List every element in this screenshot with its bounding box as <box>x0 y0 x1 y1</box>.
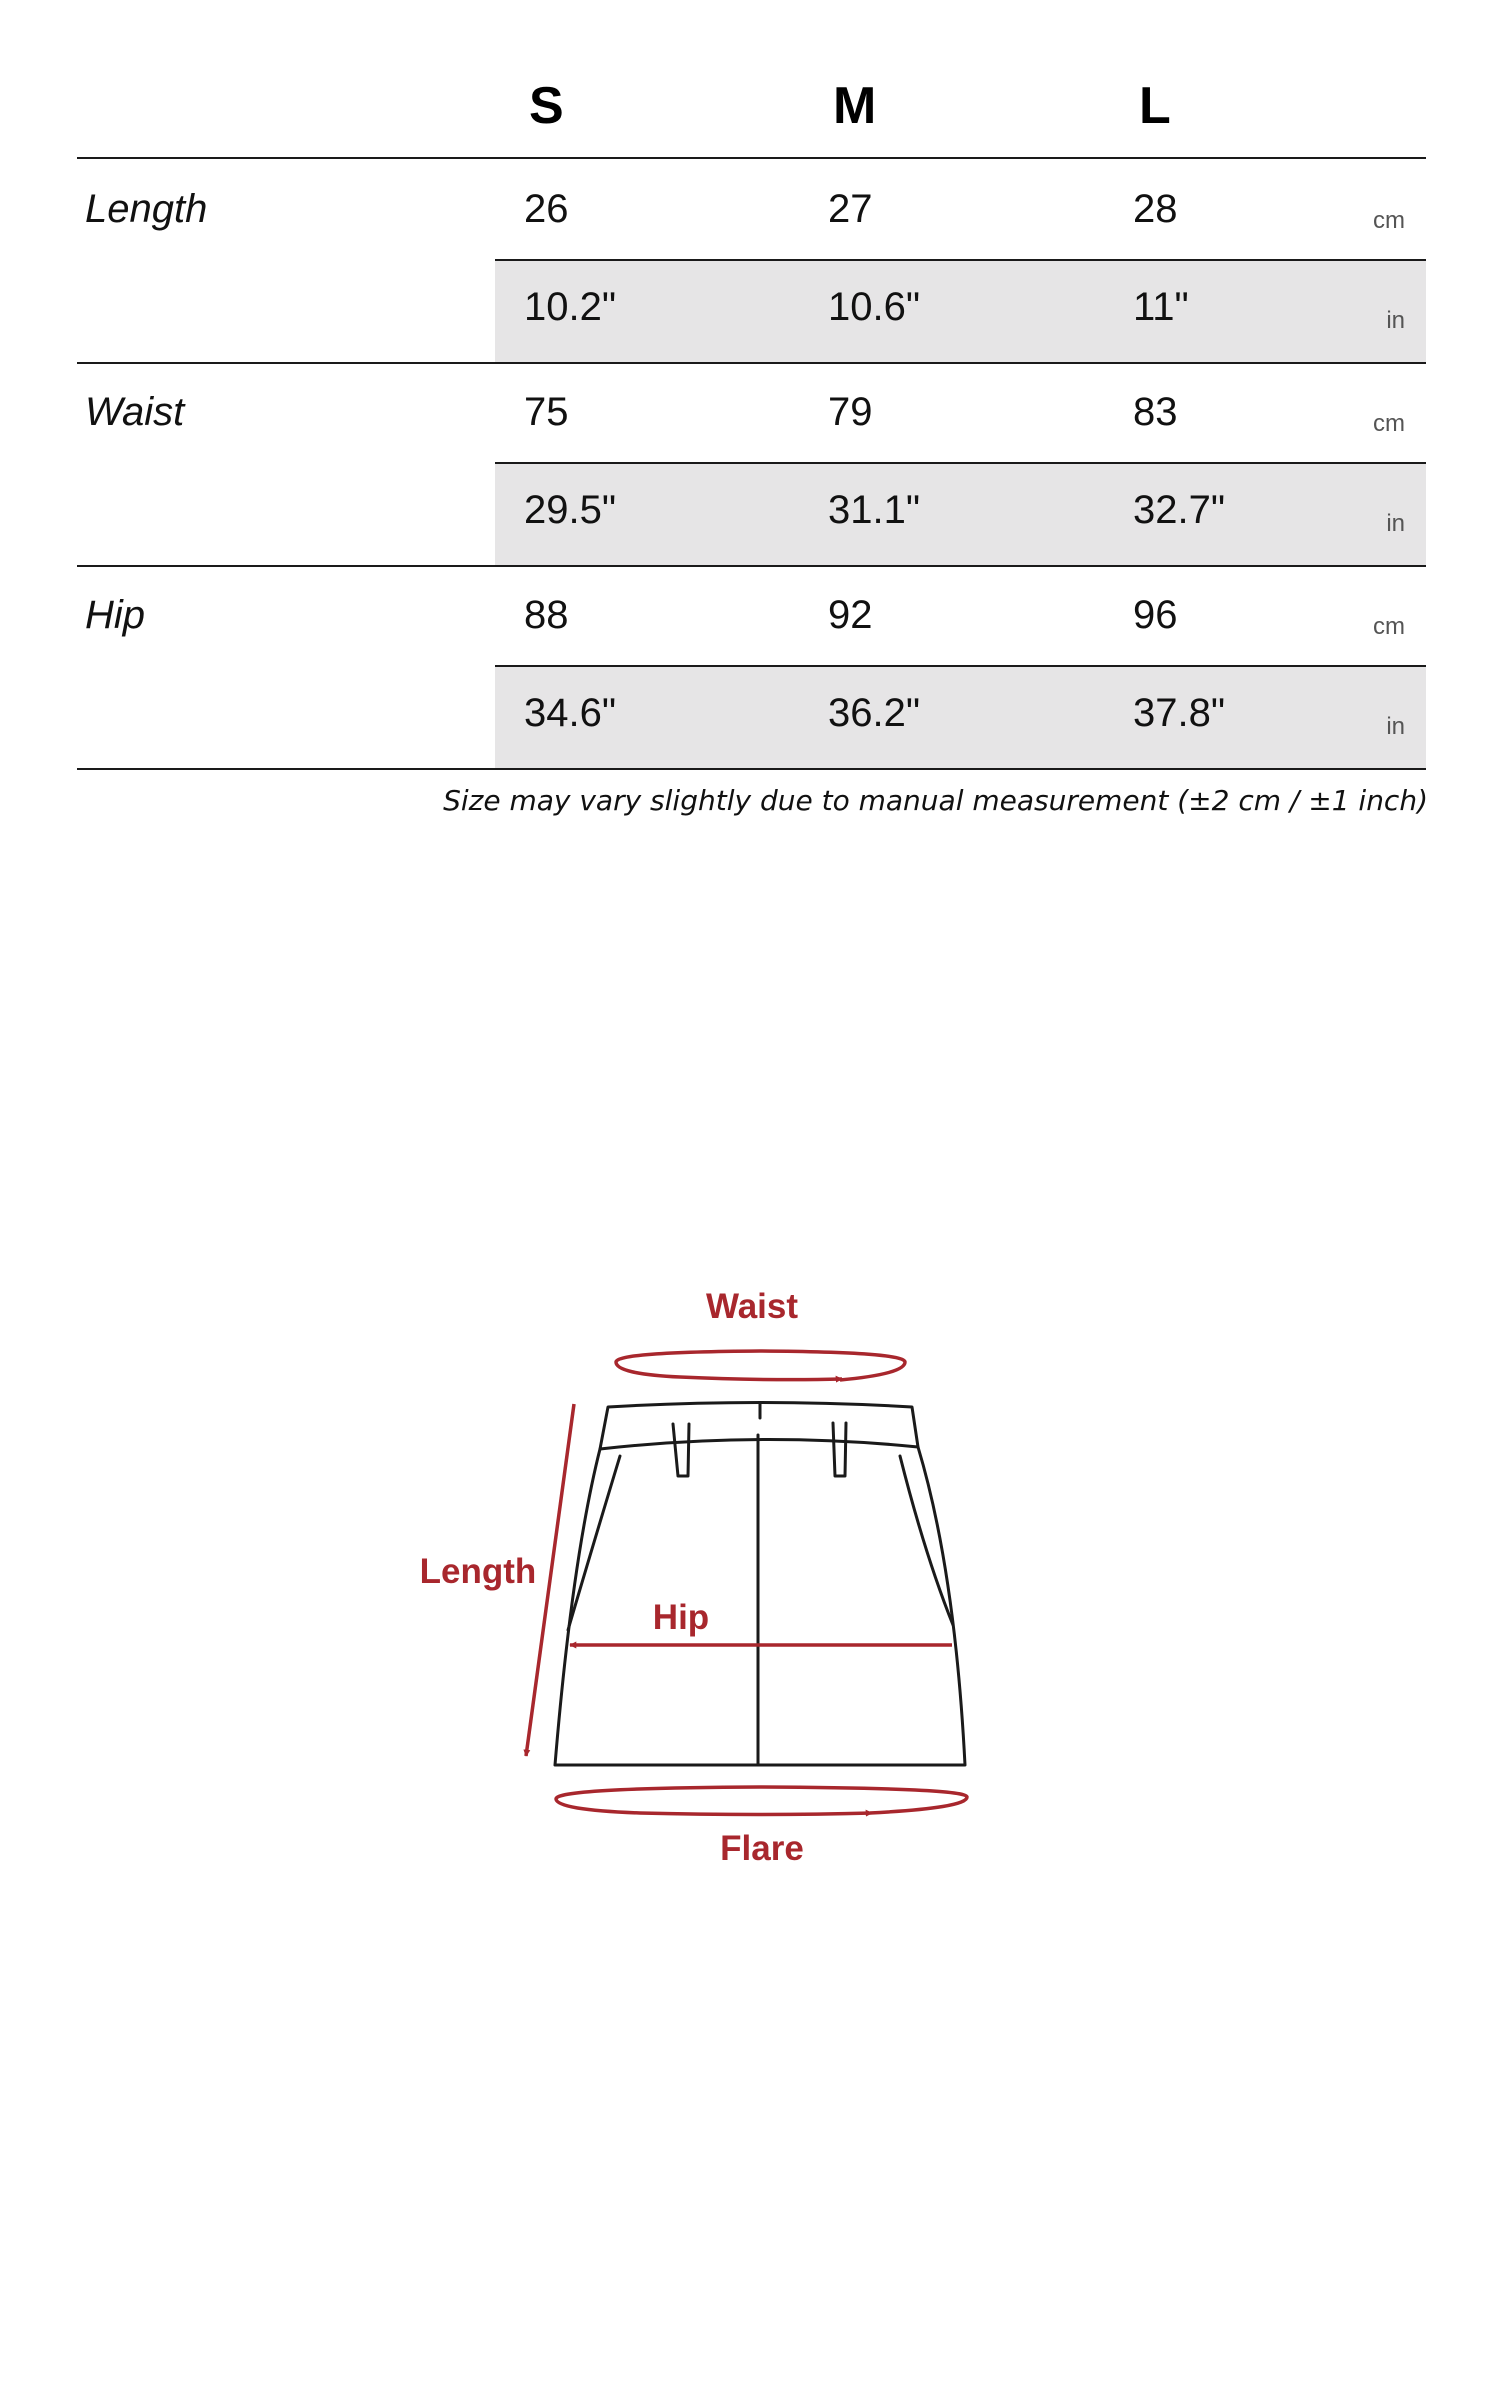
value-cell: 34.6" <box>524 691 617 735</box>
belt-loop-right <box>833 1423 846 1476</box>
pocket-left <box>568 1456 620 1630</box>
value-cell: 28 <box>1133 187 1178 231</box>
size-header-l: L <box>1139 77 1171 135</box>
value-cell: 88 <box>524 593 569 637</box>
measurement-arrows <box>526 1351 967 1815</box>
measurement-label: Length <box>85 187 208 231</box>
value-cell: 75 <box>524 390 569 434</box>
waist-label: Waist <box>705 1287 799 1326</box>
length-label: Length <box>419 1552 537 1591</box>
value-cell: 10.6" <box>828 285 921 329</box>
size-header-m: M <box>833 77 877 135</box>
value-cell: 27 <box>828 187 873 231</box>
unit-label-cm: cm <box>1373 410 1405 437</box>
value-cell: 26 <box>524 187 569 231</box>
size-header-s: S <box>529 77 564 135</box>
belt-loop-left <box>673 1424 689 1476</box>
value-cell: 36.2" <box>828 691 921 735</box>
hip-label: Hip <box>652 1598 710 1637</box>
unit-label-in: in <box>1386 713 1405 740</box>
value-cell: 11" <box>1133 285 1189 329</box>
value-cell: 37.8" <box>1133 691 1226 735</box>
unit-label-cm: cm <box>1373 613 1405 640</box>
skirt-illustration <box>555 1403 965 1766</box>
value-cell: 31.1" <box>828 488 921 532</box>
unit-label-in: in <box>1386 307 1405 334</box>
measurement-note: Size may vary slightly due to manual measurement (±2 cm / ±1 inch) <box>443 784 1428 817</box>
measurement-label: Waist <box>85 390 185 434</box>
value-cell: 10.2" <box>524 285 617 329</box>
measurement-label: Hip <box>85 593 146 637</box>
unit-label-in: in <box>1386 510 1405 537</box>
unit-label-cm: cm <box>1373 207 1405 234</box>
flare-arrow <box>556 1787 967 1815</box>
value-cell: 32.7" <box>1133 488 1226 532</box>
value-cell: 96 <box>1133 593 1178 637</box>
value-cell: 29.5" <box>524 488 617 532</box>
waist-arrow <box>616 1351 905 1380</box>
value-cell: 92 <box>828 593 873 637</box>
value-cell: 83 <box>1133 390 1178 434</box>
value-cell: 79 <box>828 390 873 434</box>
skirt-body-outline <box>555 1447 965 1765</box>
flare-label: Flare <box>720 1829 804 1868</box>
